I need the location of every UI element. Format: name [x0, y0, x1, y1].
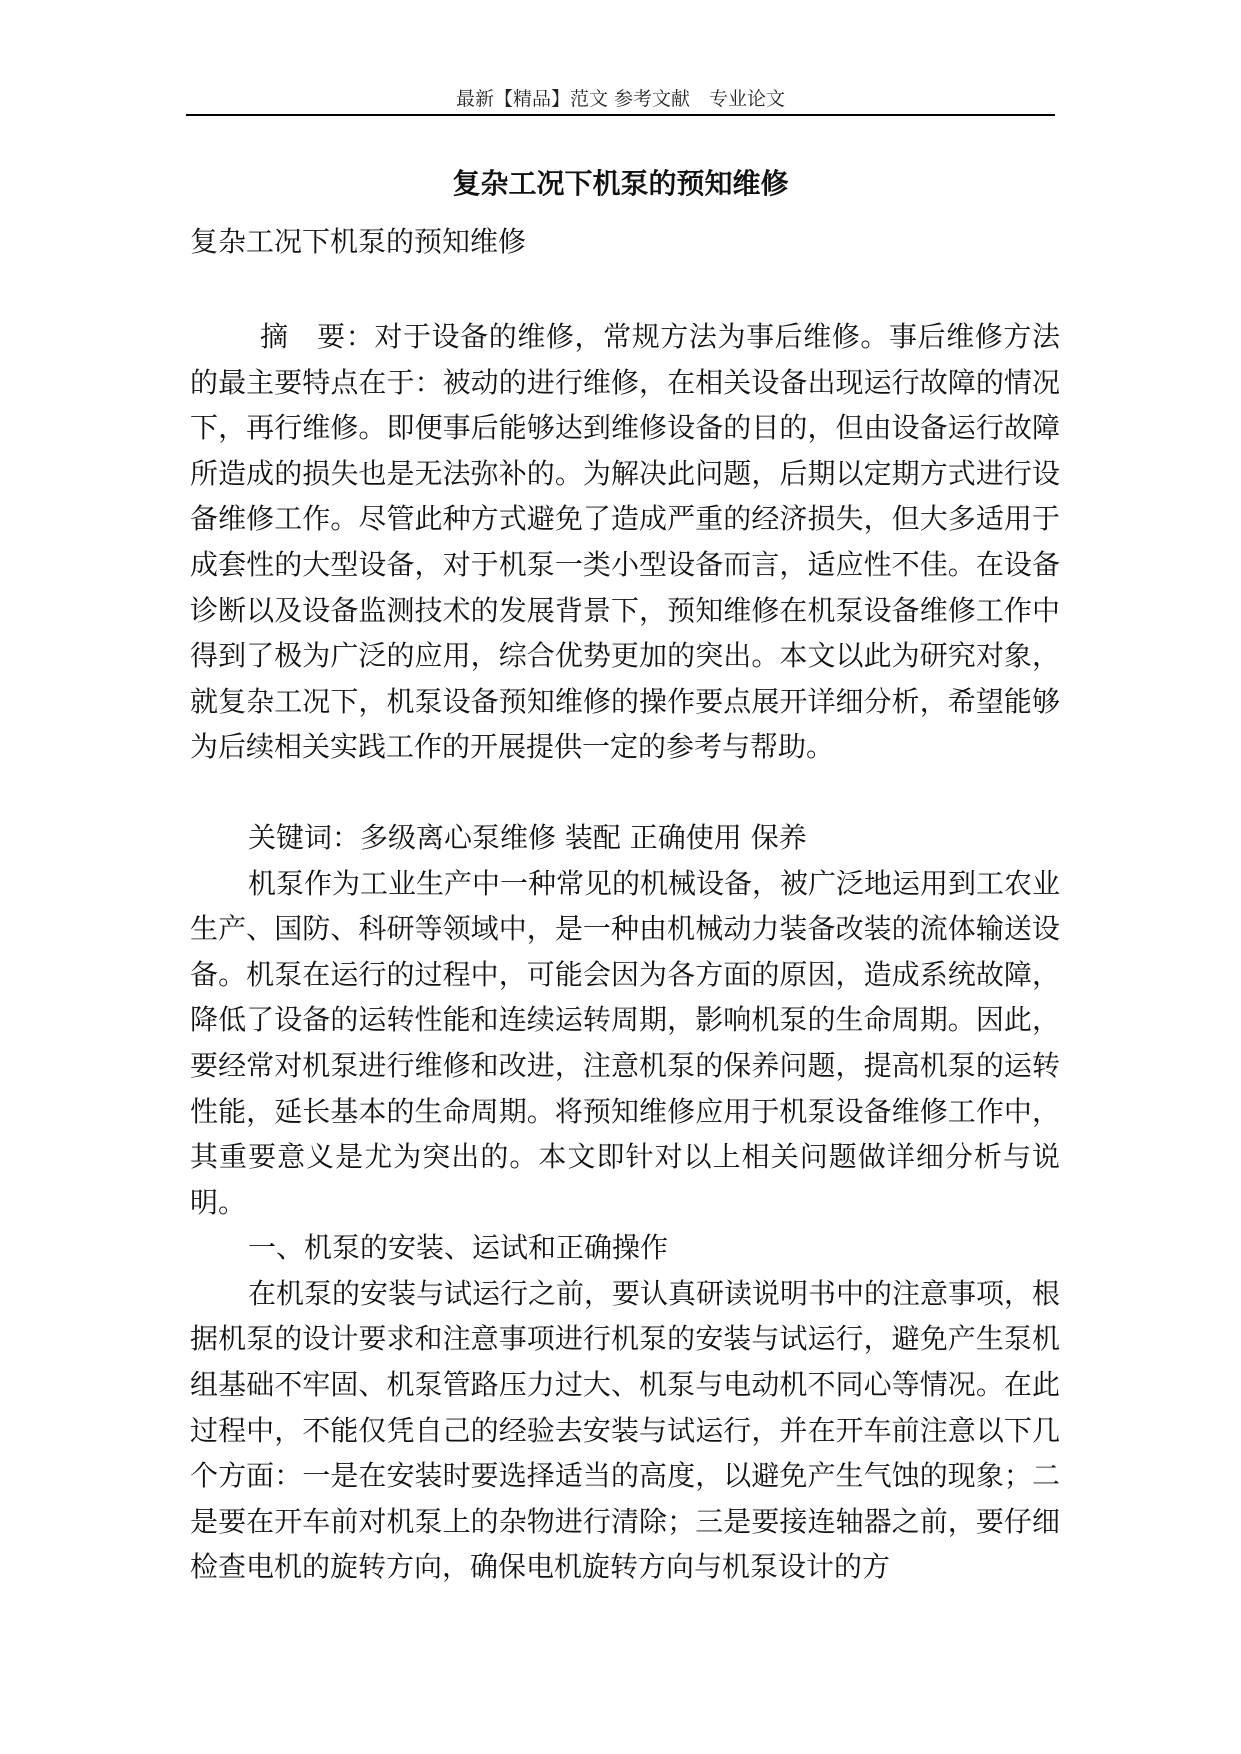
keywords-line: 关键词：多级离心泵维修 装配 正确使用 保养: [248, 820, 807, 854]
abstract-paragraph: 摘 要：对于设备的维修，常规方法为事后维修。事后维修方法的最主要特点在于：被动的进行维修，在相关设备出现运行故障的情况下，再行维修。即便事后能够达到维修设备的目的，但由设备运行故障所造成的损失也是无法弥补的。为解决此问题，后期以定期方式进行设备维修工作。尽管此种方式避免了造成严重的经济损失，但大多适用于成套性的大型设备，对于机泵一类小型设备而言，适应性不佳。在设备诊断以及设备监测技术的发展背景下，预知维修在机泵设备维修工作中得到了极为广泛的应用，综合优势更加的突出。本文以此为研究对象，就复杂工况下，机泵设备预知维修的操作要点展开详细分析，希望能够为后续相关实践工作的开展提供一定的参考与帮助。: [190, 320, 1060, 764]
body-paragraph: 在机泵的安装与试运行之前，要认真研读说明书中的注意事项，根据机泵的设计要求和注意事项进行机泵的安装与试运行，避免产生泵机组基础不牢固、机泵管路压力过大、机泵与电动机不同心等情况。在此过程中，不能仅凭自己的经验去安装与试运行，并在开车前注意以下几个方面：一是在安装时要选择适当的高度，以避免产生气蚀的现象；二是要在开车前对机泵上的杂物进行清除；三是要接连轴器之前，要仔细检查电机的旋转方向，确保电机旋转方向与机泵设计的方: [190, 1276, 1061, 1584]
document-subtitle: 复杂工况下机泵的预知维修: [190, 225, 527, 258]
section-heading: 一、机泵的安装、运试和正确操作: [248, 1231, 669, 1265]
page-header: 最新【精品】范文 参考文献 专业论文: [455, 88, 786, 110]
header-rule: [186, 114, 1055, 116]
document-body: [190, 314, 1060, 1590]
document-title: 复杂工况下机泵的预知维修: [452, 167, 789, 200]
body-paragraph: 机泵作为工业生产中一种常见的机械设备，被广泛地运用到工农业生产、国防、科研等领域中，是一种由机械动力装备改装的流体输送设备。机泵在运行的过程中，可能会因为各方面的原因，造成系统故障，降低了设备的运转性能和连续运转周期，影响机泵的生命周期。因此，要经常对机泵进行维修和改进，注意机泵的保养问题，提高机泵的运转性能，延长基本的生命周期。将预知维修应用于机泵设备维修工作中，其重要意义是尤为突出的。本文即针对以上相关问题做详细分析与说明。: [190, 866, 1061, 1219]
